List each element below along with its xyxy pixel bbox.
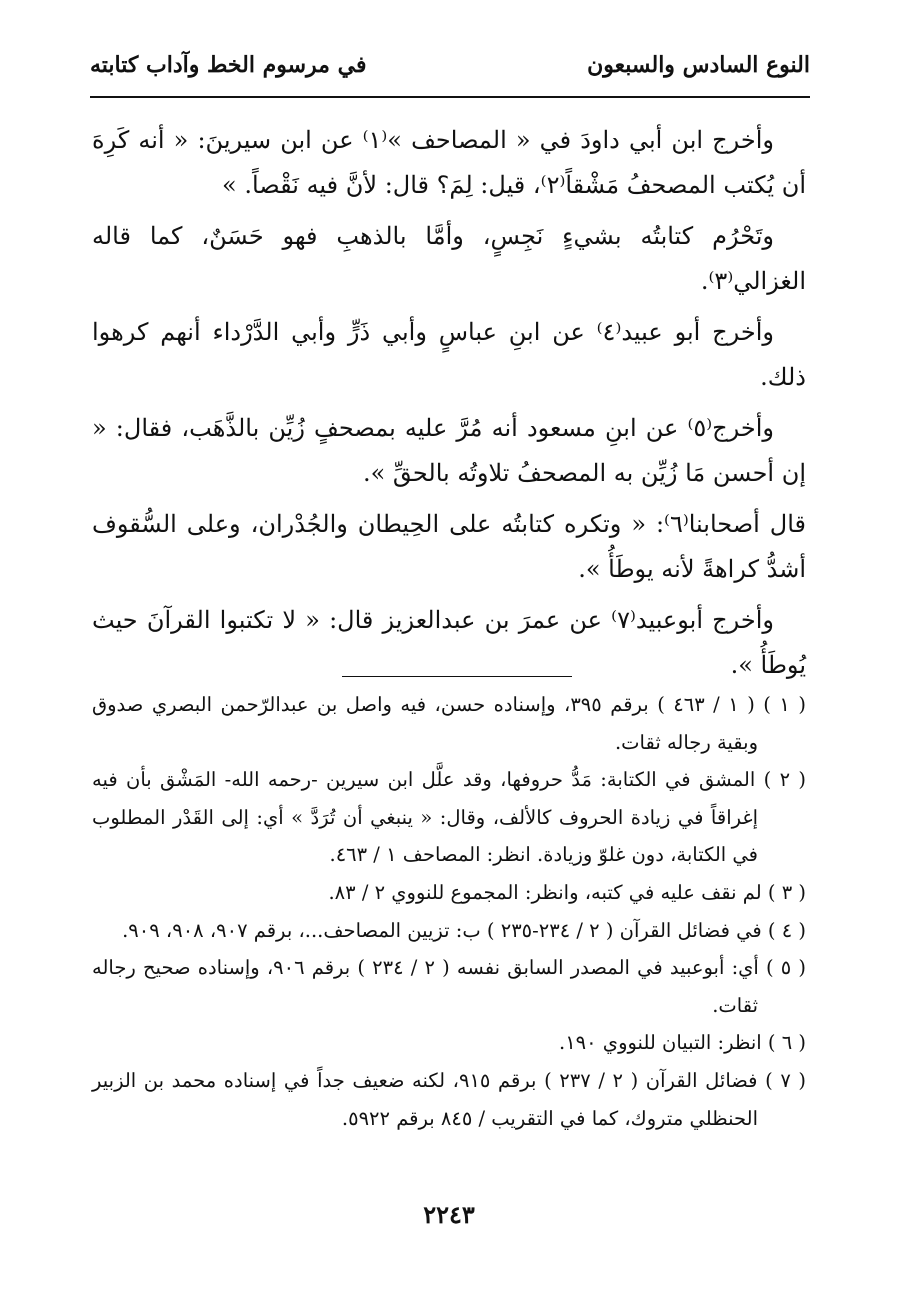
paragraph: وأخرج ابن أبي داودَ في « المصاحف »⁽١⁾ عن ابن سيرينَ: « أنه كَرِهَ أن يُكتب المصحفُ مَشْقاً⁽٢⁾، قيل: لِمَ؟ قال: لأنَّ فيه نَقْصاً. »: [92, 126, 806, 199]
header-divider: [90, 96, 810, 98]
paragraph: وتَحْرُم كتابتُه بشيءٍ نَجِسٍ، وأمَّا بالذهبِ فهو حَسَنٌ، كما قاله الغزالي⁽٣⁾.: [92, 222, 806, 295]
footnote: ( ١ ) ( ١ / ٤٦٣ ) برقم ٣٩٥، وإسناده حسن، فيه واصل بن عبدالرّحمن البصري صدوق وبقية رجاله ثقات.: [92, 693, 806, 754]
section-title: في مرسوم الخط وآداب كتابته: [90, 52, 367, 78]
footnotes: [92, 686, 806, 1137]
footnote: ( ٣ ) لم نقف عليه في كتبه، وانظر: المجموع للنووي ٢ / ٨٣.: [328, 880, 806, 904]
footnote: ( ٧ ) فضائل القرآن ( ٢ / ٢٣٧ ) برقم ٩١٥، لكنه ضعيف جداً في إسناده محمد بن الزبير الحنظلي متروك، كما في التقريب / ٨٤٥ برقم ٥٩٢٢.: [92, 1068, 807, 1130]
footnote-divider: [342, 676, 572, 677]
page-number: ٢٢٤٣: [423, 1200, 475, 1229]
paragraph: وأخرج أبو عبيد⁽٤⁾ عن ابنِ عباسٍ وأبي ذَرٍّ وأبي الدَّرْداء أنهم كرهوا ذلك.: [92, 318, 806, 391]
footnote: ( ٤ ) في فضائل القرآن ( ٢ / ٢٣٤-٢٣٥ ) ب: تزيين المصاحف...، برقم ٩٠٧، ٩٠٨، ٩٠٩.: [122, 918, 806, 942]
paragraph: وأخرج⁽٥⁾ عن ابنِ مسعود أنه مُرَّ عليه بمصحفٍ زُيِّن بالذَّهَب، فقال: « إن أحسن مَا زُيِّن به المصحفُ تلاوتُه بالحقِّ ».: [92, 414, 806, 487]
footnote: ( ٥ ) أي: أبوعبيد في المصدر السابق نفسه ( ٢ / ٢٣٤ ) برقم ٩٠٦، وإسناده صحيح رجاله ثقات.: [92, 956, 807, 1017]
main-text: [92, 118, 806, 694]
footnote: ( ٢ ) المشق في الكتابة: مَدُّ حروفها، وقد علَّل ابن سيرين -رحمه الله- المَشْق بأن فيه إغراقاً في زيادة الحروف كالألف، وقال: « ينبغي أن تُرَدَّ » أي: إلى القَدْر المطلوب في الكتابة، دون غلوّ وزيادة. انظر: المصاحف ١ / ٤٦٣.: [92, 768, 806, 867]
footnote: ( ٦ ) انظر: التبيان للنووي ١٩٠.: [558, 1031, 806, 1055]
paragraph: قال أصحابنا⁽٦⁾: « وتكره كتابتُه على الحِيطان والجُدْران، وعلى السُّقوف أشدُّ كراهةً لأنه يوطَأُ ».: [92, 510, 806, 583]
running-header: [90, 40, 810, 90]
paragraph: وأخرج أبوعبيد⁽٧⁾ عن عمرَ بن عبدالعزيز قال: « لا تكتبوا القرآنَ حيث يُوطَأُ ».: [92, 606, 806, 679]
chapter-title: النوع السادس والسبعون: [587, 52, 810, 78]
